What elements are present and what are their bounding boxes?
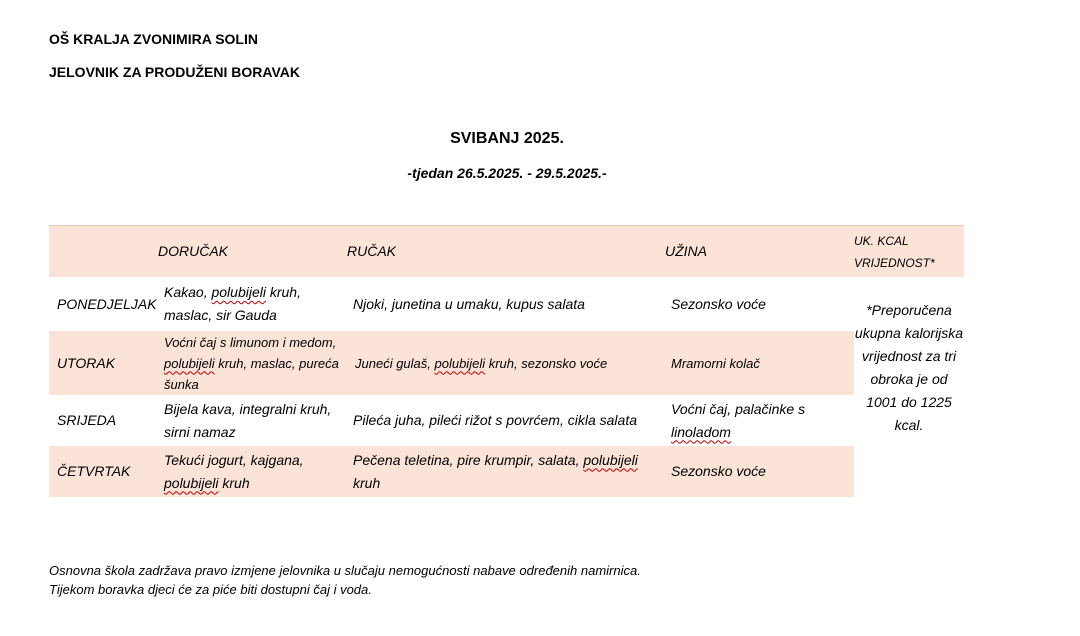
breakfast-tuesday	[158, 331, 347, 395]
snack-monday: Sezonsko voće	[671, 295, 766, 312]
spellcheck-word: polubijeli	[434, 355, 486, 371]
table-header-row	[49, 226, 964, 278]
text-part: Kakao,	[164, 284, 212, 300]
day-tuesday: UTORAK	[49, 331, 158, 395]
text-part: kruh, maslac, pureća šunka	[164, 355, 339, 392]
text-part: kruh	[353, 474, 381, 491]
text-part: Tekući jogurt, kajgana,	[164, 451, 304, 468]
snack-thursday: Sezonsko voće	[665, 446, 854, 497]
menu-table	[49, 225, 964, 497]
header-lunch: RUČAK	[347, 226, 665, 278]
header-day-cell	[49, 226, 158, 278]
footer-note-1: Osnovna škola zadržava pravo izmjene jelovnika u slučaju nemogućnosti nabave određenih namirnica.	[49, 563, 641, 578]
breakfast-thursday	[158, 446, 347, 497]
header-snack: UŽINA	[665, 226, 854, 278]
breakfast-wednesday: Bijela kava, integralni kruh, sirni namaz	[164, 400, 332, 440]
lunch-tuesday	[347, 331, 665, 395]
header-breakfast: DORUČAK	[158, 226, 347, 278]
text-part: Pečena teletina, pire krumpir, salata,	[353, 451, 584, 468]
table-row	[49, 395, 964, 446]
footer-note-2: Tijekom boravka djeci će za piće biti dostupni čaj i voda.	[49, 582, 372, 597]
lunch-thursday	[347, 446, 665, 497]
text-part: kruh, sezonsko voće	[485, 355, 608, 371]
header-kcal	[854, 226, 964, 278]
document-subtitle: JELOVNIK ZA PRODUŽENI BORAVAK	[49, 64, 300, 80]
spellcheck-word: polubijeli	[164, 355, 215, 371]
spellcheck-word: polubijeli	[164, 474, 219, 491]
text-part: kruh	[218, 474, 250, 491]
table-row	[49, 446, 964, 497]
day-wednesday: SRIJEDA	[57, 412, 117, 428]
day-monday: PONEDJELJAK	[57, 295, 157, 312]
table-row	[49, 277, 964, 331]
spellcheck-word: polubijeli	[583, 451, 638, 468]
day-thursday: ČETVRTAK	[49, 446, 158, 497]
lunch-wednesday: Pileća juha, pileći rižot s povrćem, cikla salata	[353, 412, 638, 428]
school-name: OŠ KRALJA ZVONIMIRA SOLIN	[49, 31, 258, 47]
breakfast-monday	[158, 277, 347, 331]
text-part: kruh, maslac, sir Gauda	[164, 284, 301, 323]
text-part: Juneći gulaš,	[355, 355, 435, 371]
header-kcal-line2: VRIJEDNOST*	[854, 255, 935, 270]
kcal-note: *Preporučena ukupna kalorijska vrijednost za tri obroka je od 1001 do 1225 kcal.	[854, 277, 964, 497]
header-kcal-line1: UK. KCAL	[854, 233, 909, 248]
month-title: SVIBANJ 2025.	[450, 130, 564, 147]
snack-wednesday	[665, 395, 854, 446]
snack-tuesday: Mramorni kolač	[665, 331, 854, 395]
spellcheck-word: linoladom	[671, 423, 731, 440]
text-part: Voćni čaj, palačinke s	[671, 400, 806, 417]
lunch-monday: Njoki, junetina u umaku, kupus salata	[353, 295, 585, 312]
spellcheck-word: polubijeli	[211, 284, 266, 300]
text-part: Voćni čaj s limunom i medom,	[164, 334, 337, 350]
table-row	[49, 331, 964, 395]
week-range: -tjedan 26.5.2025. - 29.5.2025.-	[407, 165, 607, 181]
